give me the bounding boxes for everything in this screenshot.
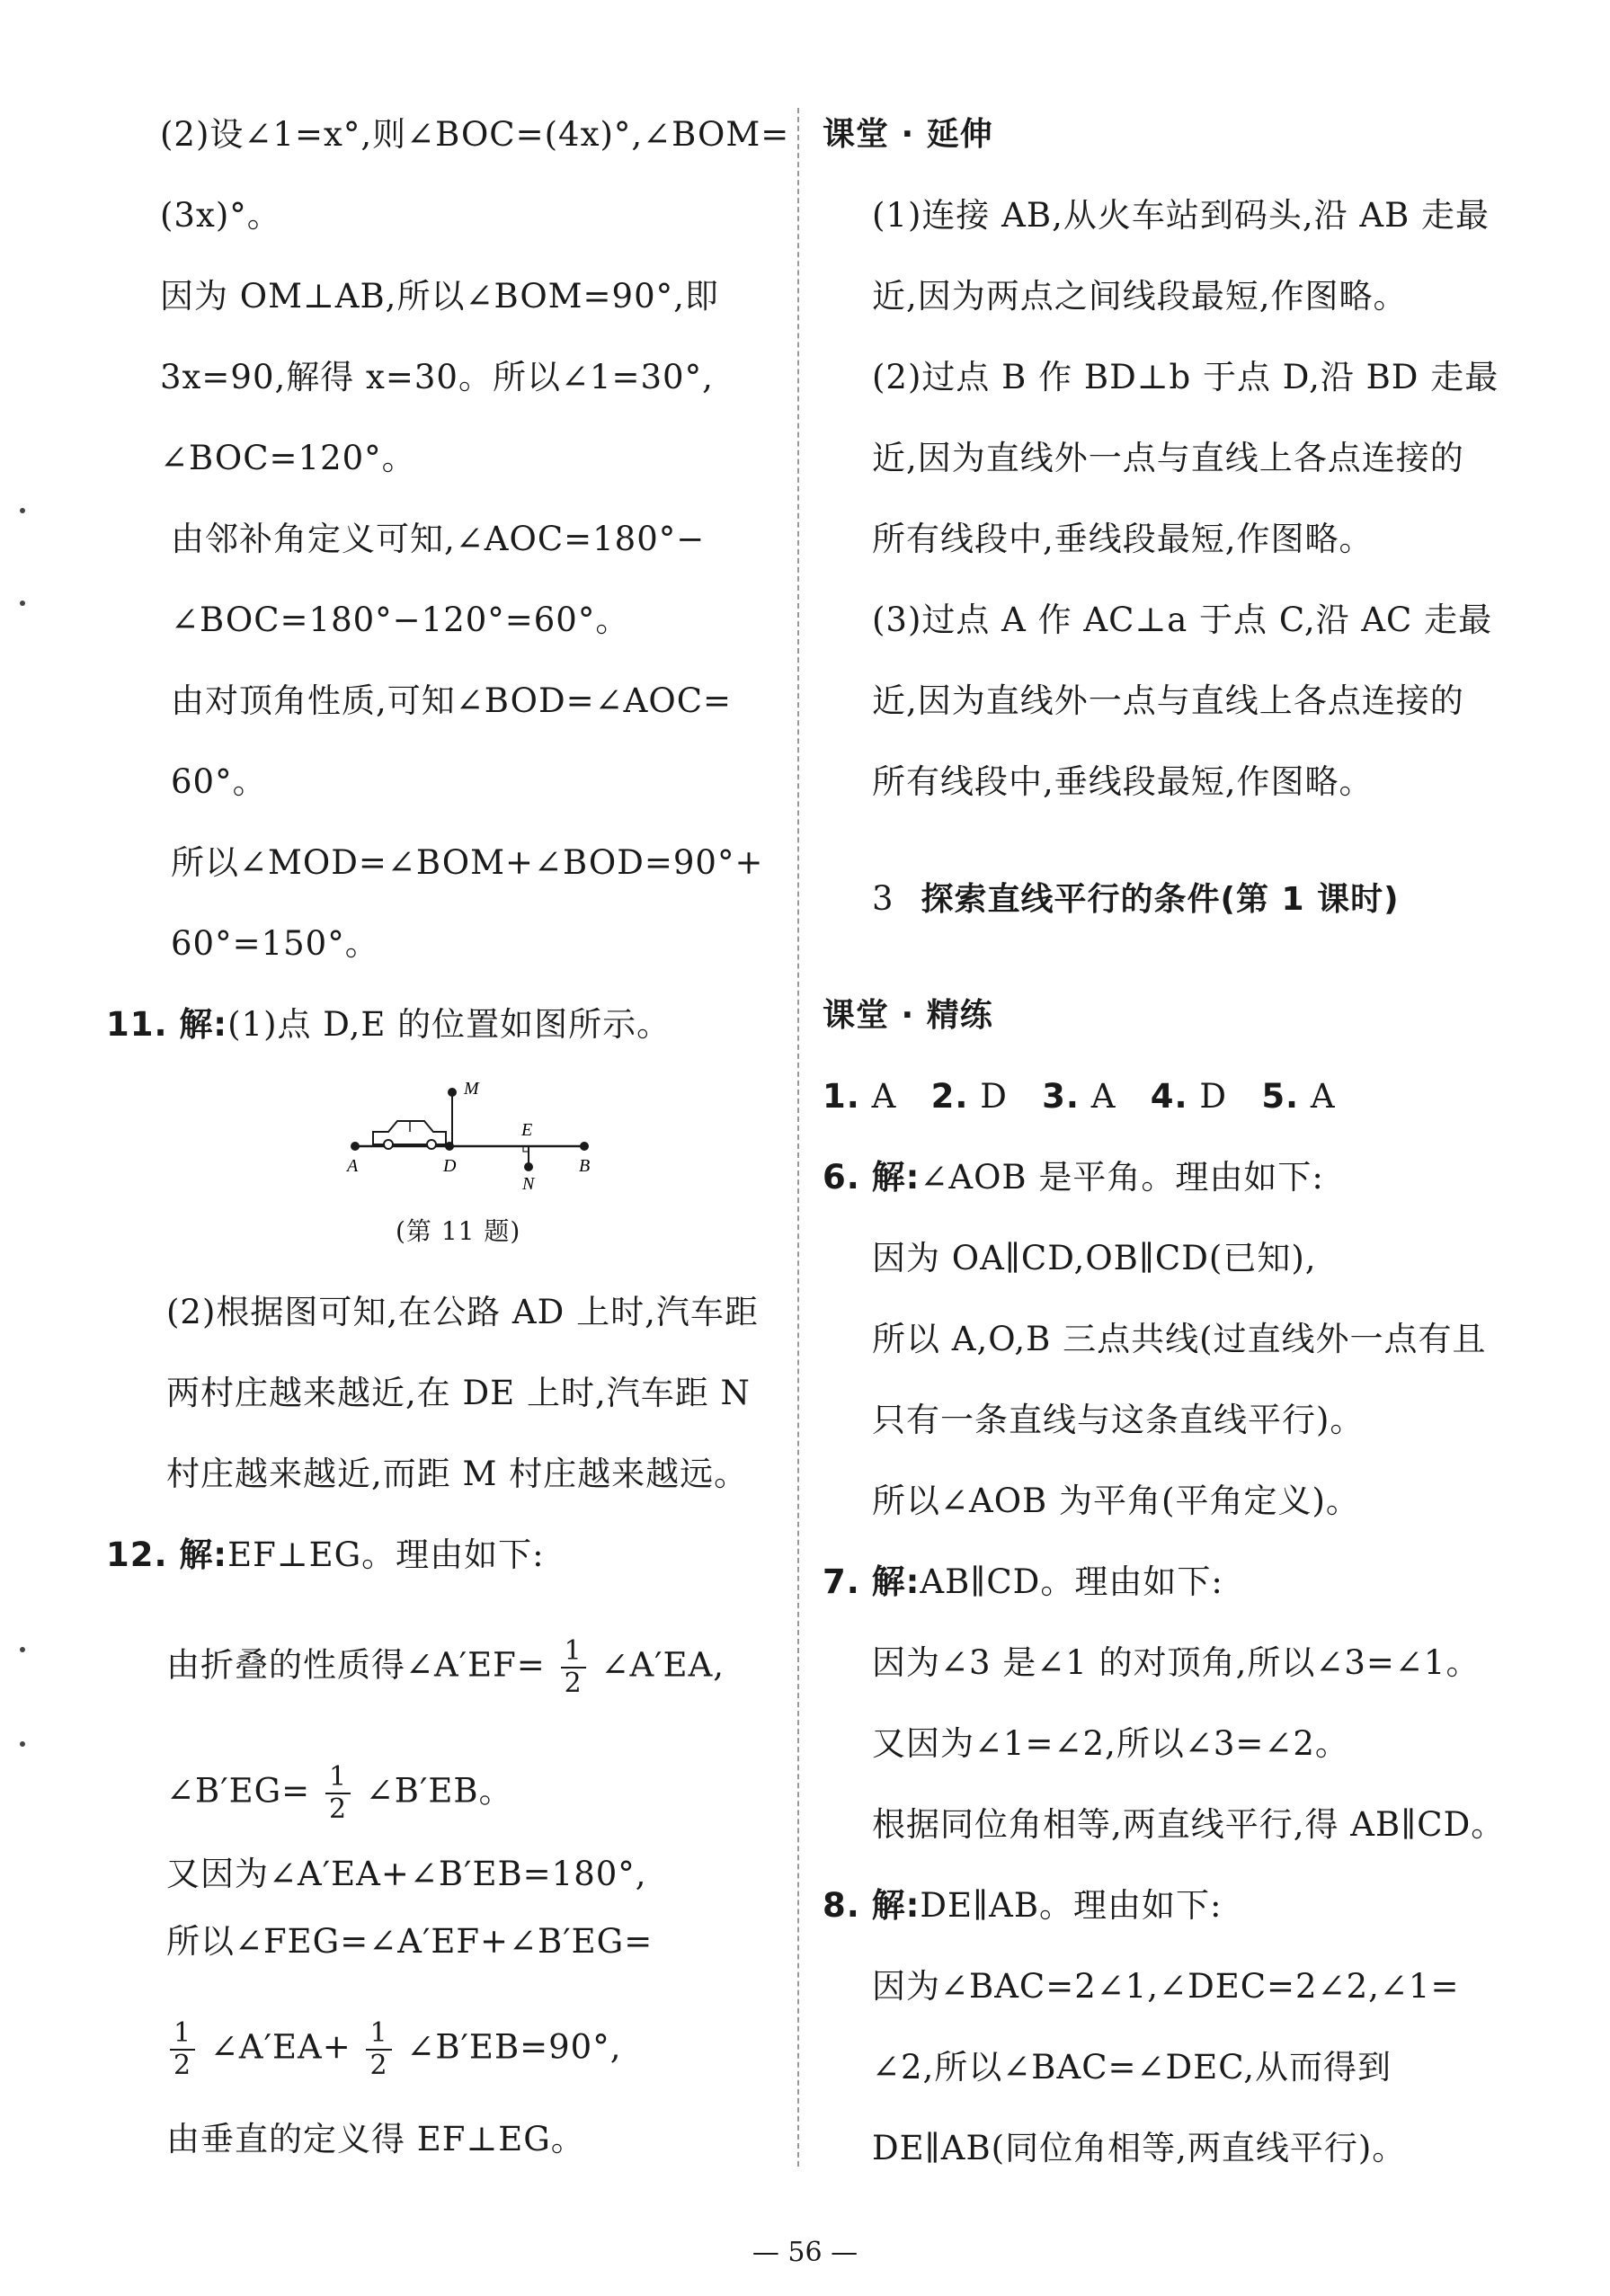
answer-value: A	[871, 1077, 897, 1116]
question-11	[106, 1002, 671, 1047]
margin-dot	[20, 1647, 25, 1652]
label-d: D	[443, 1156, 457, 1176]
question-12-line1	[166, 1636, 725, 1699]
question-8-lead: 解:	[871, 1886, 921, 1925]
margin-dot	[20, 508, 25, 513]
answer-value: D	[980, 1077, 1008, 1116]
fraction-denominator: 2	[173, 2050, 192, 2081]
chapter-title	[872, 877, 1400, 922]
question-11-part2-line3: 村庄越来越近,而距 M 村庄越来越远。	[166, 1455, 749, 1493]
answer-number: 4.	[1150, 1077, 1188, 1116]
question-6-line2: 所以 A,O,B 三点共线(过直线外一点有且	[872, 1320, 1487, 1358]
question-11-part2-line2: 两村庄越来越近,在 DE 上时,汽车距 N	[166, 1374, 751, 1412]
right-line-5: 所有线段中,垂线段最短,作图略。	[872, 520, 1374, 558]
question-6-line4: 所以∠AOB 为平角(平角定义)。	[872, 1482, 1360, 1520]
question-8-line2: ∠2,所以∠BAC=∠DEC,从而得到	[872, 2048, 1392, 2087]
question-11-part2-line1: (2)根据图可知,在公路 AD 上时,汽车距	[166, 1293, 759, 1331]
question-11-lead: 解:	[179, 1005, 228, 1044]
right-line-6: (3)过点 A 作 AC⊥a 于点 C,沿 AC 走最	[872, 601, 1493, 639]
answer-list	[823, 1074, 1336, 1119]
figure-11	[333, 1074, 602, 1209]
question-8-line1: 因为∠BAC=2∠1,∠DEC=2∠2,∠1=	[872, 1967, 1460, 2006]
left-line-8: 由对顶角性质,可知∠BOD=∠AOC=	[171, 681, 733, 720]
fraction-one-half	[325, 1762, 351, 1825]
left-line-10: 所以∠MOD=∠BOM+∠BOD=90°+	[171, 843, 764, 882]
label-n: N	[522, 1174, 535, 1194]
point-n	[524, 1162, 533, 1171]
right-line-1: (1)连接 AB,从火车站到码头,沿 AB 走最	[872, 196, 1490, 235]
fraction-one-half	[170, 2018, 195, 2081]
question-7-text: AB∥CD。理由如下:	[920, 1562, 1223, 1601]
section-heading-practice: 课堂 · 精练	[823, 997, 993, 1034]
left-line-11: 60°=150°。	[171, 924, 379, 963]
label-b: B	[579, 1156, 591, 1176]
question-8	[823, 1883, 1223, 1928]
label-e: E	[521, 1120, 533, 1140]
chapter-title-text: 探索直线平行的条件(第 1 课时)	[921, 881, 1400, 918]
left-line-1: (2)设∠1=x°,则∠BOC=(4x)°,∠BOM=	[160, 115, 790, 154]
fraction-denominator: 2	[328, 1793, 348, 1825]
question-7-line2: 又因为∠1=∠2,所以∠3=∠2。	[872, 1724, 1349, 1763]
left-line-5: ∠BOC=120°。	[160, 439, 416, 477]
right-line-7: 近,因为直线外一点与直线上各点连接的	[872, 681, 1464, 720]
question-8-text: DE∥AB。理由如下:	[920, 1886, 1223, 1925]
question-6	[823, 1155, 1324, 1200]
fraction-numerator: 1	[170, 2018, 195, 2051]
question-12-text: EF⊥EG。理由如下:	[227, 1535, 545, 1574]
fraction-denominator: 2	[369, 2050, 388, 2081]
question-12-line5-b: ∠B′EB=90°,	[406, 2027, 622, 2067]
left-line-3: 因为 OM⊥AB,所以∠BOM=90°,即	[160, 277, 719, 316]
right-line-4: 近,因为直线外一点与直线上各点连接的	[872, 439, 1464, 477]
answer-number: 1.	[823, 1077, 860, 1116]
fraction-numerator: 1	[561, 1636, 586, 1669]
margin-dot	[20, 601, 25, 606]
point-b	[580, 1142, 589, 1151]
question-11-number: 11.	[106, 1005, 168, 1044]
question-7-lead: 解:	[871, 1562, 921, 1601]
fraction-numerator: 1	[366, 2018, 391, 2051]
right-line-3: (2)过点 B 作 BD⊥b 于点 D,沿 BD 走最	[872, 358, 1499, 396]
question-8-line3: DE∥AB(同位角相等,两直线平行)。	[872, 2129, 1407, 2167]
column-divider	[797, 108, 799, 2167]
question-6-number: 6.	[823, 1158, 860, 1197]
answer-number: 3.	[1042, 1077, 1080, 1116]
question-12-line2-a: ∠B′EG=	[166, 1771, 311, 1811]
question-12	[106, 1533, 545, 1578]
question-12-line3: 又因为∠A′EA+∠B′EB=180°,	[166, 1855, 647, 1893]
question-12-line2-b: ∠B′EB。	[365, 1771, 513, 1811]
question-7-number: 7.	[823, 1562, 860, 1601]
point-m	[448, 1088, 457, 1097]
question-7	[823, 1560, 1223, 1605]
left-line-4: 3x=90,解得 x=30。所以∠1=30°,	[160, 358, 714, 396]
question-8-number: 8.	[823, 1886, 860, 1925]
margin-dot	[20, 1741, 25, 1747]
question-6-text: ∠AOB 是平角。理由如下:	[920, 1158, 1324, 1197]
fraction-numerator: 1	[325, 1762, 351, 1794]
question-7-line3: 根据同位角相等,两直线平行,得 AB∥CD。	[872, 1805, 1506, 1844]
fraction-one-half	[366, 2018, 391, 2081]
question-12-lead: 解:	[179, 1535, 228, 1574]
right-line-8: 所有线段中,垂线段最短,作图略。	[872, 762, 1374, 801]
point-a	[351, 1142, 360, 1151]
question-6-line3: 只有一条直线与这条直线平行)。	[872, 1401, 1365, 1439]
section-heading-extension: 课堂 · 延伸	[823, 116, 993, 153]
car-icon	[373, 1121, 446, 1149]
question-12-number: 12.	[106, 1535, 168, 1574]
question-12-line5	[166, 2018, 621, 2081]
question-6-lead: 解:	[871, 1158, 921, 1197]
label-a: A	[347, 1156, 359, 1176]
left-line-2: (3x)°。	[160, 196, 281, 235]
chapter-number: 3	[872, 879, 894, 918]
left-line-7: ∠BOC=180°−120°=60°。	[171, 601, 630, 639]
fraction-denominator: 2	[564, 1668, 583, 1699]
question-12-line2	[166, 1762, 513, 1825]
answer-value: A	[1090, 1077, 1116, 1116]
question-12-line5-a: ∠A′EA+	[209, 2027, 351, 2067]
question-6-line1: 因为 OA∥CD,OB∥CD(已知),	[872, 1239, 1317, 1277]
right-line-2: 近,因为两点之间线段最短,作图略。	[872, 277, 1408, 316]
question-7-line1: 因为∠3 是∠1 的对顶角,所以∠3=∠1。	[872, 1643, 1481, 1682]
question-12-line6: 由垂直的定义得 EF⊥EG。	[166, 2120, 585, 2158]
question-12-line4: 所以∠FEG=∠A′EF+∠B′EG=	[166, 1922, 654, 1961]
figure-11-caption: (第 11 题)	[396, 1216, 521, 1246]
fraction-one-half	[561, 1636, 586, 1699]
answer-value: A	[1310, 1077, 1336, 1116]
left-line-6: 由邻补角定义可知,∠AOC=180°−	[171, 520, 706, 558]
page-number: — 56 —	[752, 2237, 858, 2268]
answer-number: 5.	[1261, 1077, 1300, 1116]
question-12-line1-a: 由折叠的性质得∠A′EF=	[166, 1645, 546, 1685]
question-11-text: (1)点 D,E 的位置如图所示。	[227, 1005, 672, 1044]
question-12-line1-b: ∠A′EA,	[600, 1645, 725, 1685]
answer-number: 2.	[930, 1077, 969, 1116]
label-m: M	[464, 1079, 479, 1099]
left-line-9: 60°。	[171, 762, 267, 801]
answer-value: D	[1199, 1077, 1228, 1116]
